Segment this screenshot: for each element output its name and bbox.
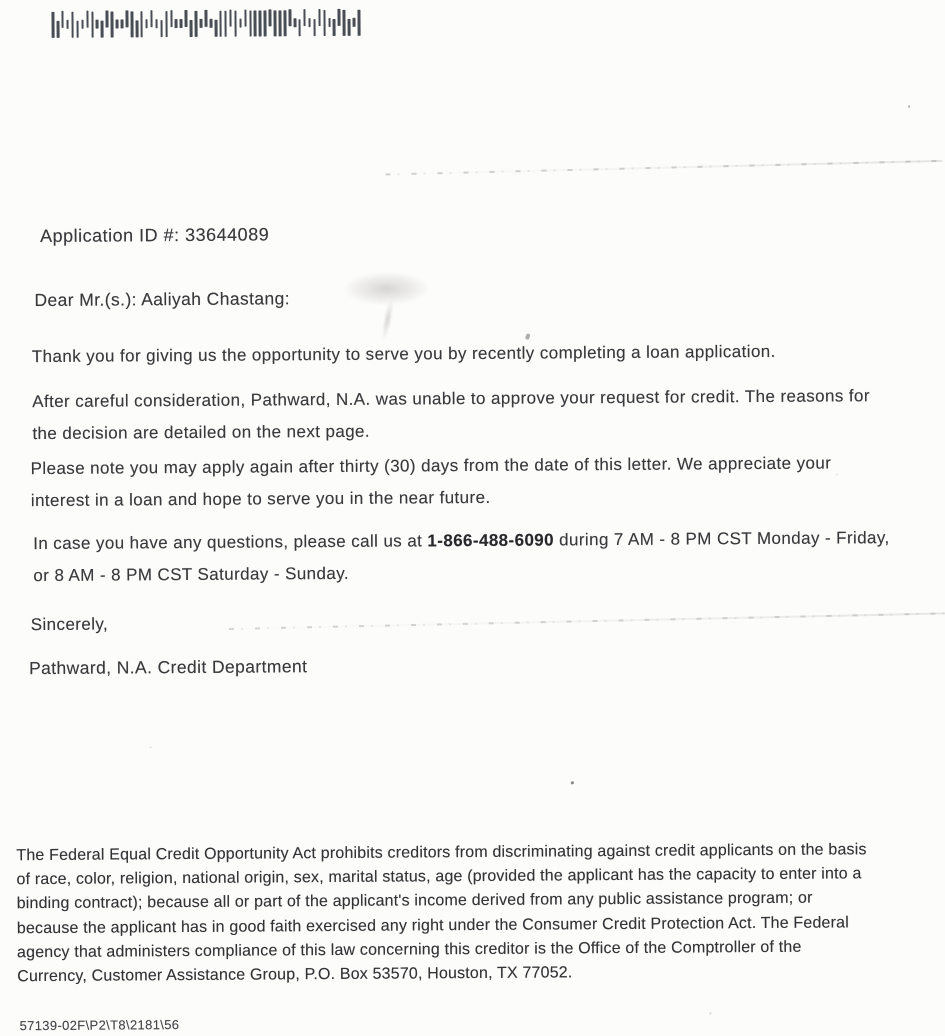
support-phone-number: 1-866-488-6090: [427, 530, 555, 551]
barcode-bar: [303, 9, 306, 26]
barcode-bar: [348, 19, 351, 36]
barcode-bar: [254, 10, 257, 36]
barcode-bar: [175, 19, 178, 28]
barcode-bar: [234, 10, 237, 36]
form-tracking-code: 57139-02F\P2\T8\2181\56: [19, 1017, 180, 1034]
barcode-bar: [333, 19, 336, 36]
closing-line: Sincerely,: [30, 614, 109, 635]
barcode-bar: [343, 9, 346, 35]
legal-notice-line: The Federal Equal Credit Opportunity Act prohibits creditors from discriminating against credit applicants on the basis: [16, 841, 867, 865]
barcode-bar: [126, 10, 129, 27]
barcode-bar: [111, 11, 114, 37]
barcode-bar: [214, 20, 217, 37]
barcode-bar: [328, 18, 331, 27]
barcode-bar: [313, 19, 316, 36]
barcode-bar: [288, 9, 291, 26]
scan-speck: [836, 473, 838, 475]
legal-notice-line: of race, color, religion, national origin, sex, marital status, age (provided the applicant has the capacity to enter into a: [16, 865, 862, 889]
barcode-bar: [121, 19, 124, 28]
barcode-bar: [293, 18, 296, 27]
barcode-bar: [195, 10, 198, 36]
paragraph-line: Thank you for giving us the opportunity to serve you by recently completing a loan application.: [31, 341, 776, 367]
paragraph-reapply: [31, 447, 832, 517]
barcode-bar: [264, 10, 267, 36]
barcode-bar: [66, 20, 69, 29]
barcode-bar: [244, 10, 247, 27]
barcode-bar: [279, 10, 282, 36]
barcode-bar: [190, 20, 193, 37]
barcode-bar: [160, 20, 163, 37]
barcode-bar: [249, 10, 252, 36]
application-id-line: Application ID #: 33644089: [39, 224, 270, 247]
barcode-bar: [130, 11, 133, 37]
barcode-bar: [81, 20, 84, 29]
questions-suffix-text: during 7 AM - 8 PM CST Monday - Friday,: [553, 528, 890, 550]
scan-speck: [908, 105, 910, 108]
barcode-bar: [298, 19, 301, 36]
salutation-line: Dear Mr.(s.): Aaliyah Chastang:: [34, 288, 291, 311]
paragraph-line: the decision are detailed on the next page.: [32, 421, 371, 444]
barcode-bar: [155, 19, 158, 28]
paragraph-questions: [33, 522, 890, 592]
barcode-bar: [210, 19, 213, 28]
barcode-bar: [318, 9, 321, 26]
barcode-bar: [106, 11, 109, 28]
questions-prefix-text: In case you have any questions, please call us at: [33, 531, 428, 554]
paragraph-line: or 8 AM - 8 PM CST Saturday - Sunday.: [33, 563, 350, 586]
intelligent-mail-barcode: [51, 9, 362, 38]
barcode-bar: [165, 11, 168, 37]
barcode-bar: [219, 10, 222, 36]
legal-notice-line: because the applicant has in good faith exercised any right under the Consumer Credit Protection Act. The Federal: [16, 913, 849, 937]
signature-line: Pathward, N.A. Credit Department: [28, 656, 308, 679]
barcode-bar: [91, 11, 94, 37]
barcode-bar: [284, 10, 287, 36]
paragraph-thank-you: [32, 336, 776, 373]
scan-speck: [150, 746, 152, 748]
barcode-bar: [224, 10, 227, 36]
paragraph-line: Please note you may apply again after thirty (30) days from the date of this letter. We appreciate your: [30, 453, 832, 479]
barcode-bar: [116, 19, 119, 28]
barcode-bar: [96, 20, 99, 29]
barcode-bar: [308, 18, 311, 27]
barcode-bar: [56, 21, 59, 38]
barcode-bar: [180, 19, 183, 28]
barcode-bar: [101, 21, 104, 38]
barcode-bar: [229, 10, 232, 27]
ecoa-legal-notice: [16, 838, 942, 990]
barcode-bar: [323, 10, 326, 36]
barcode-bar: [274, 10, 277, 36]
barcode-bar: [200, 19, 203, 28]
barcode-bar: [259, 10, 262, 36]
barcode-bar: [61, 11, 64, 28]
legal-notice-line: Currency, Customer Assistance Group, P.O. Box 53570, Houston, TX 77052.: [17, 964, 573, 986]
barcode-bar: [358, 9, 361, 35]
barcode-bar: [76, 21, 79, 38]
barcode-bar: [269, 9, 272, 26]
barcode-bar: [71, 11, 74, 37]
barcode-bar: [239, 19, 242, 28]
barcode-bar: [185, 10, 188, 27]
paragraph-line: After careful consideration, Pathward, N.A. was unable to approve your request for credit. The reasons for: [32, 386, 870, 412]
barcode-bar: [51, 11, 54, 37]
barcode-bar: [353, 18, 356, 27]
barcode-bar: [140, 11, 143, 37]
scan-speck: [571, 781, 574, 784]
scan-fold-line-top: [386, 160, 943, 175]
barcode-bar: [135, 20, 138, 37]
legal-notice-line: agency that administers compliance of this law concerning this creditor is the Office of the Comptroller of the: [16, 938, 802, 962]
barcode-bar: [86, 11, 89, 28]
barcode-bar: [150, 10, 153, 27]
barcode-bar: [170, 10, 173, 27]
scan-fold-line-middle: [229, 612, 945, 629]
paragraph-line: interest in a loan and hope to serve you in the near future.: [30, 487, 491, 511]
paragraph-line: [33, 522, 890, 560]
scan-speck: [709, 1012, 711, 1014]
barcode-bar: [338, 9, 341, 26]
paragraph-decision: [32, 380, 870, 450]
legal-notice-line: binding contract); because all or part of the applicant's income derived from any public assistance program; or: [16, 890, 813, 913]
barcode-bar: [145, 19, 148, 28]
barcode-bar: [205, 10, 208, 27]
